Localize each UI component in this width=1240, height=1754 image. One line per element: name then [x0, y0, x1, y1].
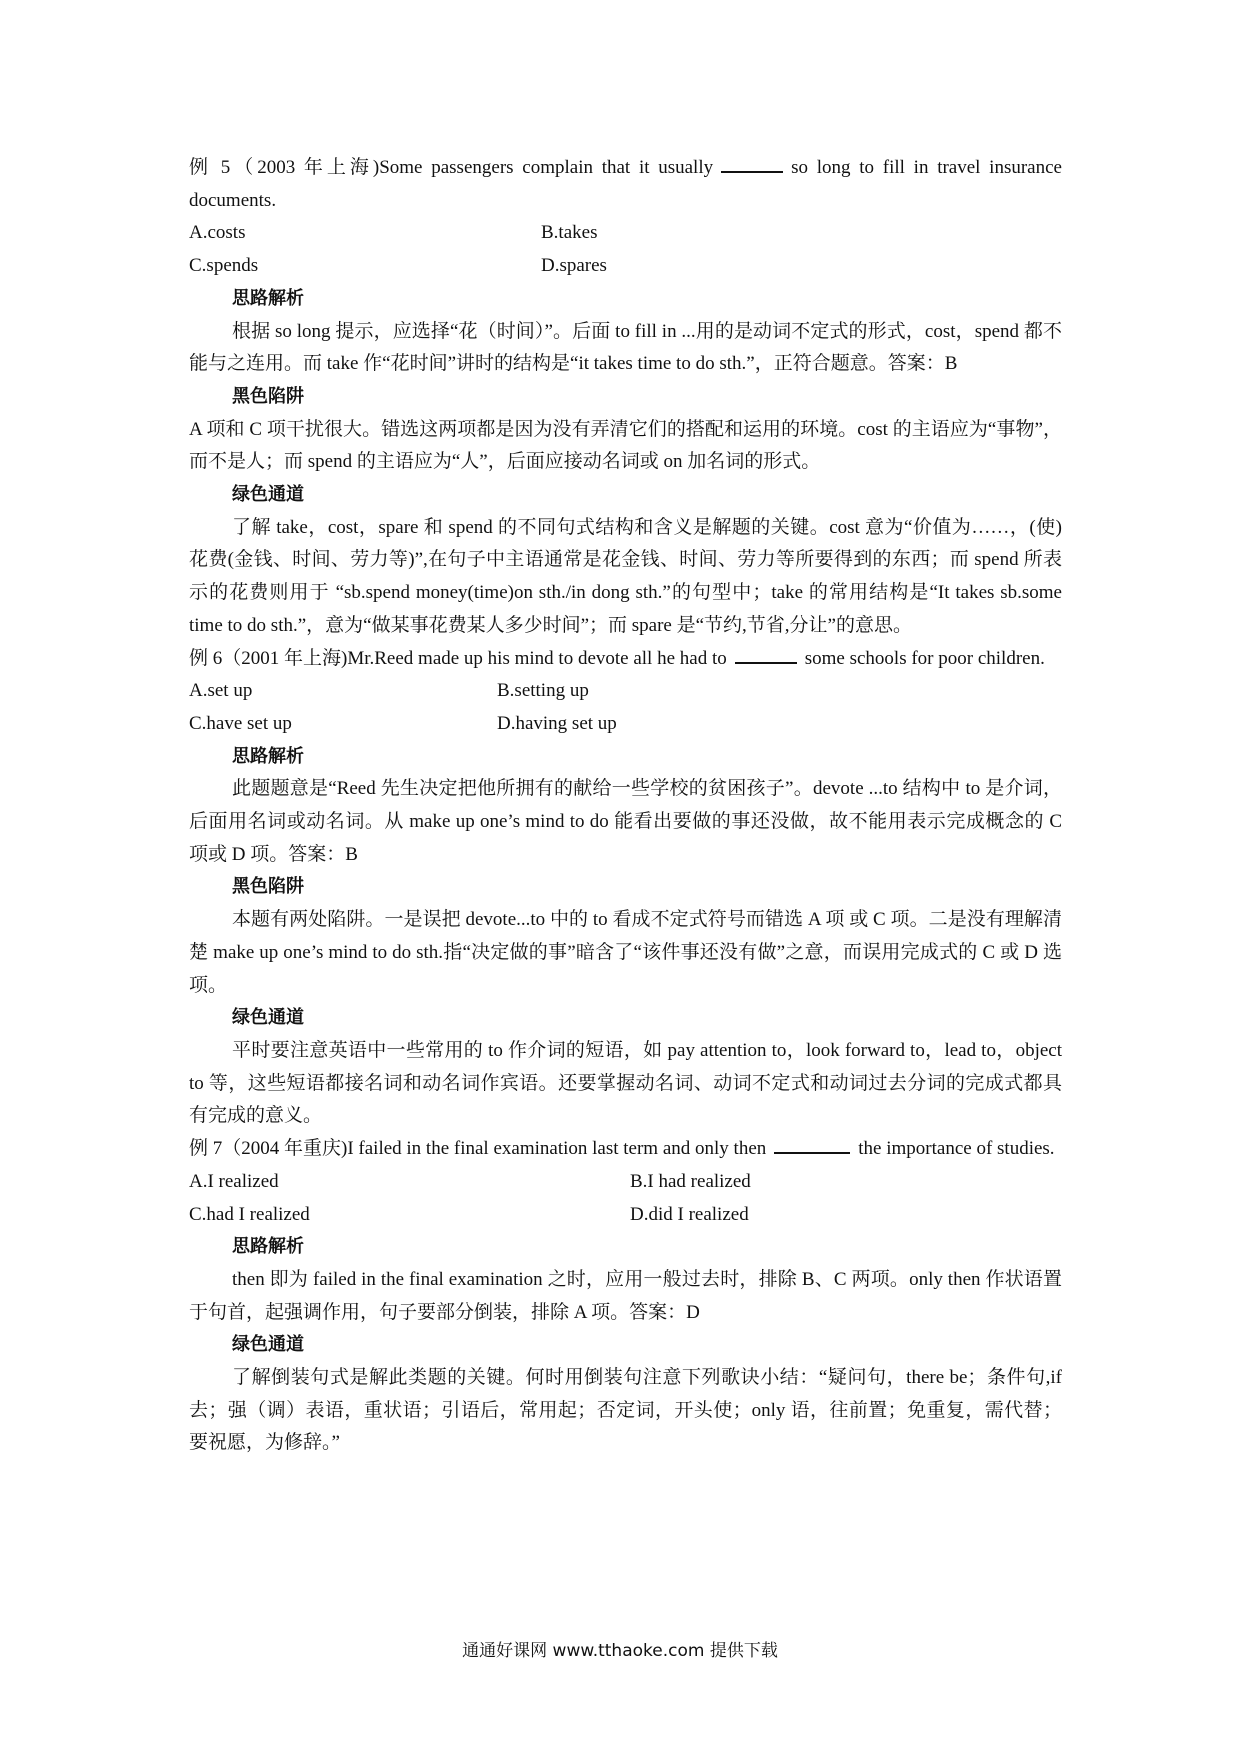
analysis-text: 根据 so long 提示，应选择“花（时间）”。后面 to fill in ...用的是动词不定式的形式，cost，spend 都不能与之连用。而 take 作“花时间”讲时的结构是“it takes time to do sth.”，正符合题意。答案：B [189, 320, 1062, 375]
question-text: the importance of studies. [858, 1138, 1055, 1160]
example-7 [189, 1133, 1062, 1460]
question [189, 152, 1062, 217]
question-text: 例 6（2001 年上海)Mr.Reed made up his mind to devote all he had to [189, 647, 727, 669]
options-row [189, 1166, 1062, 1199]
example-6 [189, 643, 1062, 1134]
option-c: C.had I realized [189, 1203, 310, 1225]
tip-text: 了解倒装句式是解此类题的关键。何时用倒装句注意下列歌诀小结：“疑问句，there be；条件句,if 去；强（调）表语，重状语；引语后，常用起；否定词，开头使；only 语，往前置；免重复，需代替；要祝愿，为修辞。” [189, 1367, 1062, 1454]
option-a: A.I realized [189, 1170, 279, 1192]
section-heading: 绿色通道 [232, 1334, 304, 1356]
tip-text: 了解 take，cost，spare 和 spend 的不同句式结构和含义是解题的关键。cost 意为“价值为……，(使)花费(金钱、时间、劳力等)”,在句子中主语通常是花金钱、时间、劳力等所要得到的东西；而 spend 所表示的花费则用于 “sb.spend money(time)on sth./in dong sth.”的句型中；take 的常用结构是“It takes sb.some time to do sth.”，意为“做某事花费某人多少时间”；而 spare 是“节约,节省,分让”的意思。 [189, 516, 1062, 636]
option-d: D.having set up [497, 712, 617, 734]
option-a: A.costs [189, 222, 246, 244]
document-page [189, 152, 1062, 1460]
options-row [189, 708, 1062, 741]
section-heading: 思路解析 [232, 745, 304, 767]
options-row [189, 675, 1062, 708]
page-footer: 通通好课网 www.tthaoke.com 提供下载 [462, 1641, 778, 1661]
option-b: B.I had realized [630, 1170, 751, 1192]
option-b: B.takes [541, 222, 598, 244]
options-row [189, 1199, 1062, 1232]
question [189, 1133, 1062, 1166]
trap-text: A 项和 C 项干扰很大。错选这两项都是因为没有弄清它们的搭配和运用的环境。cost 的主语应为“事物”，而不是人；而 spend 的主语应为“人”，后面应接动名词或 on 加名词的形式。 [189, 418, 1062, 473]
trap-text: 本题有两处陷阱。一是误把 devote...to 中的 to 看成不定式符号而错选 A 项 或 C 项。二是没有理解清楚 make up one’s mind to do sth.指“决定做的事”暗含了“该件事还没有做”之意，而误用完成式的 C 或 D 选项。 [189, 909, 1062, 996]
question-text: some schools for poor children. [804, 647, 1045, 669]
option-d: D.did I realized [630, 1203, 749, 1225]
question-text: 例 7（2004 年重庆)I failed in the final examination last term and only then [189, 1138, 767, 1160]
option-c: C.have set up [189, 712, 292, 734]
section-heading: 绿色通道 [232, 1007, 304, 1029]
option-a: A.set up [189, 680, 253, 702]
options-row [189, 217, 1062, 250]
tip-text: 平时要注意英语中一些常用的 to 作介词的短语，如 pay attention to，look forward to，lead to，object to 等，这些短语都接名词和动名词作宾语。还要掌握动名词、动词不定式和动词过去分词的完成式都具有完成的意义。 [189, 1039, 1062, 1127]
section-heading: 黑色陷阱 [232, 385, 304, 407]
section-heading: 绿色通道 [232, 484, 304, 506]
question [189, 643, 1062, 676]
option-b: B.setting up [497, 680, 589, 702]
section-heading: 思路解析 [232, 1236, 304, 1258]
answer-blank [774, 1138, 850, 1154]
section-heading: 黑色陷阱 [232, 876, 304, 898]
analysis-text: then 即为 failed in the final examination 之时，应用一般过去时，排除 B、C 两项。only then 作状语置于句首，起强调作用，句子要部分倒装，排除 A 项。答案：D [189, 1268, 1062, 1323]
section-heading: 思路解析 [232, 287, 304, 309]
analysis-text: 此题题意是“Reed 先生决定把他所拥有的献给一些学校的贫困孩子”。devote ...to 结构中 to 是介词，后面用名词或动名词。从 make up one’s mind to do 能看出要做的事还没做，故不能用表示完成概念的 C 项或 D 项。答案：B [189, 778, 1062, 865]
example-5 [189, 152, 1062, 643]
option-c: C.spends [189, 255, 259, 277]
options-row [189, 250, 1062, 283]
question-text: so long to fill in travel insurance documents. [189, 157, 1062, 211]
option-d: D.spares [541, 255, 607, 277]
answer-blank [735, 648, 797, 664]
answer-blank [721, 157, 783, 173]
question-text: 例 5（2003 年上海)Some passengers complain that it usually [189, 157, 714, 178]
